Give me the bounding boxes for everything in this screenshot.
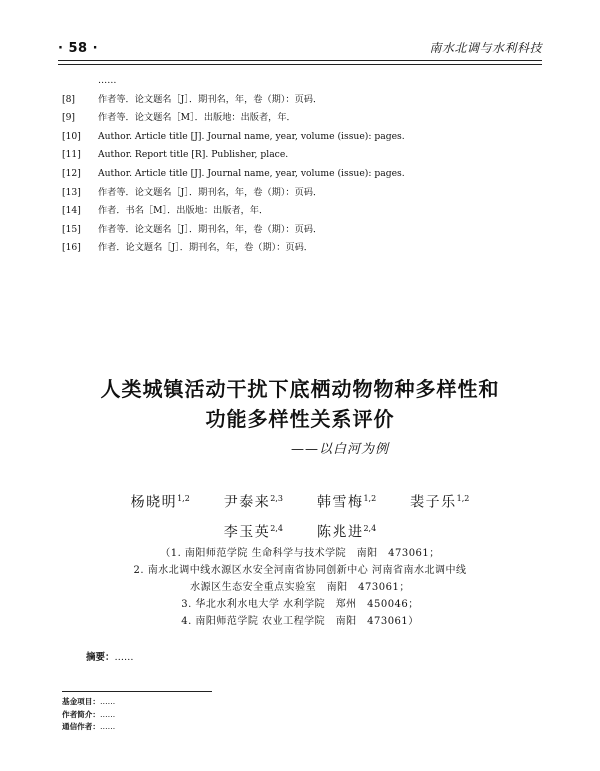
reference-number: [10] [62, 130, 81, 142]
author-name: 陈兆进 [316, 524, 364, 541]
author-name: 李玉英 [223, 524, 271, 541]
journal-name: 南水北调与水利科技 [429, 41, 542, 55]
header-rule-thin [58, 64, 542, 65]
author-affiliation-marker: 1,2 [456, 494, 470, 503]
footnote-author-bio [62, 709, 544, 722]
reference-item [62, 185, 544, 201]
reference-text: Author. Article title [J]. Journal name, year, volume (issue): pages. [98, 130, 405, 142]
reference-item [62, 110, 544, 126]
running-header [58, 38, 542, 56]
reference-item [62, 222, 544, 238]
reference-item [62, 73, 544, 89]
reference-item [62, 166, 544, 182]
reference-number: [12] [62, 167, 81, 179]
article-title-line-2: 功能多样性关系评价 [205, 407, 395, 431]
article-title-block [0, 374, 600, 457]
author-name: 杨晓明 [130, 494, 178, 511]
author-affiliation-marker: 1,2 [177, 494, 190, 503]
reference-number: [8] [62, 93, 76, 105]
footnote-text: …… [99, 722, 116, 731]
reference-item [62, 203, 544, 219]
footnote-label: 作者简介： [62, 709, 100, 719]
author-affiliation-marker: 2,3 [270, 494, 284, 503]
reference-item [62, 240, 544, 256]
footnote-label: 通信作者： [62, 722, 100, 731]
reference-number: [9] [62, 112, 76, 124]
reference-text: Author. Article title [J]. Journal name, year, volume (issue): pages. [98, 167, 405, 179]
reference-number: [16] [62, 242, 81, 254]
article-title-line-1: 人类城镇活动干扰下底栖动物物种多样性和 [100, 377, 500, 401]
reference-text: 作者．论文题名［J］．期刊名，年，卷（期）：页码． [98, 242, 313, 254]
reference-item [62, 92, 544, 108]
author-affiliation-marker: 1,2 [363, 494, 377, 503]
reference-text: …… [98, 75, 117, 86]
affiliation-line: （1. 南阳师范学院 生命科学与技术学院 南阳 473061； [160, 548, 440, 559]
reference-number: [11] [62, 149, 81, 161]
reference-text: 作者．书名［M］．出版地：出版者，年． [98, 205, 269, 217]
author [317, 516, 376, 546]
reference-text: 作者等．论文题名［J］．期刊名，年，卷（期）：页码． [98, 223, 323, 235]
author-affiliation-marker: 2,4 [270, 523, 284, 533]
footnote-label: 基金项目： [62, 697, 100, 706]
footnote-text: …… [99, 697, 116, 706]
author-list [0, 486, 600, 545]
reference-text: 作者等．论文题名［J］．期刊名，年，卷（期）：页码． [98, 93, 323, 105]
author [131, 486, 190, 516]
article-subtitle: ——以白河为例 [290, 442, 389, 457]
affiliation-line: 3. 华北水利水电大学 水利学院 郑州 450046； [181, 599, 419, 610]
footnote-funding [62, 696, 544, 709]
reference-number: [13] [62, 186, 81, 198]
reference-text: 作者等．论文题名［M］．出版地：出版者，年． [98, 112, 296, 124]
author [224, 486, 283, 516]
author-name: 裴子乐 [410, 494, 457, 511]
abstract-text: …… [114, 652, 134, 663]
references-list [62, 73, 544, 259]
author-affiliation-marker: 2,4 [363, 523, 377, 533]
reference-number: [15] [62, 223, 81, 235]
affiliation-line: 2. 南水北调中线水源区水安全河南省协同创新中心 河南省南水北调中线 [133, 565, 467, 576]
author-name: 尹泰来 [223, 494, 271, 511]
author [410, 486, 469, 516]
affiliation-line: 4. 南阳师范学院 农业工程学院 南阳 473061） [181, 616, 419, 627]
header-rule [58, 60, 542, 61]
author [224, 516, 283, 546]
footnotes [62, 696, 544, 734]
reference-item [62, 129, 544, 145]
affiliation-list [0, 545, 600, 630]
reference-number: [14] [62, 205, 81, 217]
footnote-rule [62, 691, 212, 692]
page-number: · 58 · [58, 41, 99, 56]
abstract [86, 650, 524, 666]
author-row-2 [0, 516, 600, 546]
affiliation-line: 水源区生态安全重点实验室 南阳 473061； [190, 582, 410, 593]
author-name: 韩雪梅 [316, 494, 364, 511]
footnote-corresponding-author [62, 721, 544, 734]
reference-text: Author. Report title [R]. Publisher, place. [98, 149, 289, 161]
author-row-1 [0, 486, 600, 516]
footnote-text: …… [99, 709, 116, 719]
abstract-label: 摘要： [86, 652, 115, 663]
author [317, 486, 376, 516]
reference-item [62, 147, 544, 163]
reference-text: 作者等．论文题名［J］．期刊名，年，卷（期）：页码． [98, 186, 323, 198]
